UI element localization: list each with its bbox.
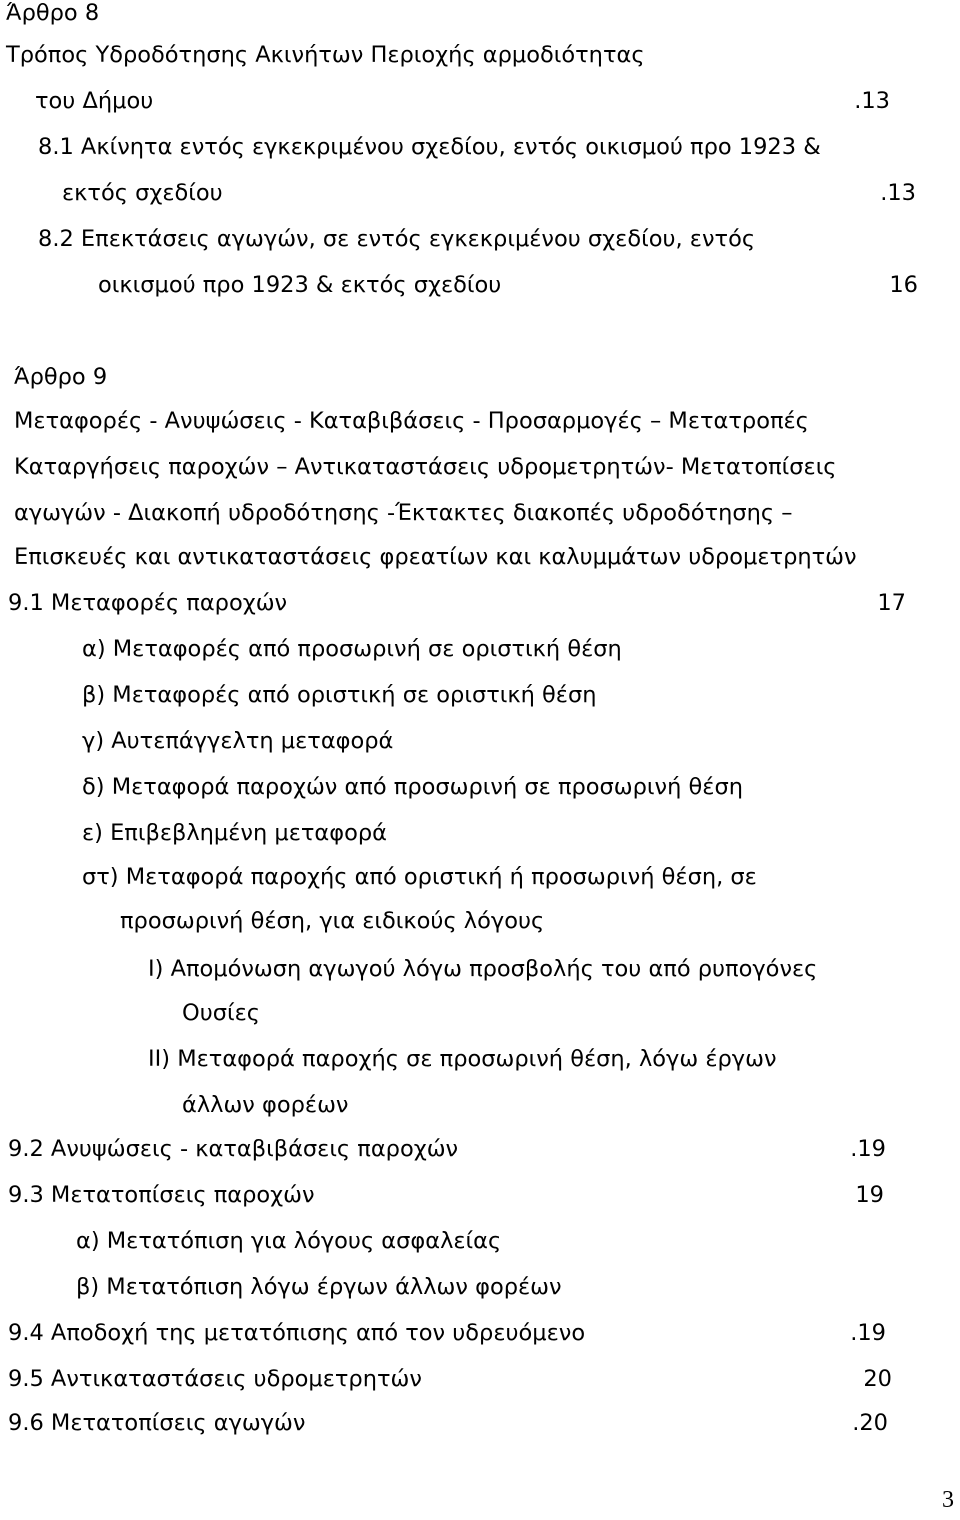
subitem-9-1-d: δ) Μεταφορά παροχών από προσωρινή σε προσωρινή θέση [82, 774, 743, 800]
toc-page-number: 19 [855, 1182, 884, 1208]
subitem-9-1-i-line1: Ι) Απομόνωση αγωγού λόγω προσβολής του από ρυπογόνες [148, 956, 818, 982]
toc-page-number: 17 [877, 590, 906, 616]
toc-label: 9.2 Ανυψώσεις - καταβιβάσεις παροχών [8, 1136, 459, 1162]
article9-title-line2: Καταργήσεις παροχών – Αντικαταστάσεις υδρομετρητών- Μετατοπίσεις [14, 454, 837, 480]
toc-label: 9.6 Μετατοπίσεις αγωγών [8, 1410, 306, 1436]
toc-entry-9-1[interactable] [8, 588, 906, 618]
page-number: 3 [942, 1487, 954, 1513]
section-8-1-line1: 8.1 Ακίνητα εντός εγκεκριμένου σχεδίου, εντός οικισμού προ 1923 & [38, 134, 821, 160]
article9-title-line3: αγωγών - Διακοπή υδροδότησης -Έκτακτες διακοπές υδροδότησης – [14, 500, 793, 526]
toc-entry-9-3[interactable] [8, 1180, 884, 1210]
toc-page-number: 20 [863, 1366, 892, 1392]
toc-page-number: .13 [880, 180, 916, 206]
toc-page-number: 16 [889, 272, 918, 298]
toc-entry-9-6[interactable] [8, 1408, 888, 1438]
toc-label: 9.5 Αντικαταστάσεις υδρομετρητών [8, 1366, 422, 1392]
toc-page-number: .20 [852, 1410, 888, 1436]
toc-label: 9.3 Μετατοπίσεις παροχών [8, 1182, 315, 1208]
subitem-9-3-a: α) Μετατόπιση για λόγους ασφαλείας [76, 1228, 502, 1254]
subitem-9-1-ii-line1: ΙΙ) Μεταφορά παροχής σε προσωρινή θέση, λόγω έργων [148, 1046, 777, 1072]
article8-heading: Άρθρο 8 [6, 0, 100, 26]
toc-label: εκτός σχεδίου [62, 180, 223, 206]
toc-label: 9.4 Αποδοχή της μετατόπισης από τον υδρευόμενο [8, 1320, 586, 1346]
article9-title-line4: Επισκευές και αντικαταστάσεις φρεατίων και καλυμμάτων υδρομετρητών [14, 544, 857, 570]
article8-title-line1: Τρόπος Υδροδότησης Ακινήτων Περιοχής αρμοδιότητας [6, 42, 645, 68]
subitem-9-3-b: β) Μετατόπιση λόγω έργων άλλων φορέων [76, 1274, 562, 1300]
toc-page-number: .19 [850, 1320, 886, 1346]
toc-entry-8-1[interactable] [62, 178, 916, 208]
toc-label: 9.1 Μεταφορές παροχών [8, 590, 288, 616]
toc-page-number: .19 [850, 1136, 886, 1162]
toc-entry-9-5[interactable] [8, 1364, 892, 1394]
toc-page-number: .13 [854, 88, 890, 114]
toc-label: του Δήμου [35, 88, 154, 114]
toc-label: οικισμού προ 1923 & εκτός σχεδίου [98, 272, 502, 298]
subitem-9-1-b: β) Μεταφορές από οριστική σε οριστική θέση [82, 682, 597, 708]
subitem-9-1-i-line2: Ουσίες [182, 1000, 260, 1026]
subitem-9-1-a: α) Μεταφορές από προσωρινή σε οριστική θέση [82, 636, 622, 662]
subitem-9-1-ii-line2: άλλων φορέων [182, 1092, 349, 1118]
subitem-9-1-st-line1: στ) Μεταφορά παροχής από οριστική ή προσωρινή θέση, σε [82, 864, 757, 890]
toc-entry-article8-title[interactable] [35, 86, 890, 116]
subitem-9-1-st-line2: προσωρινή θέση, για ειδικούς λόγους [120, 908, 545, 934]
toc-entry-9-2[interactable] [8, 1134, 886, 1164]
subitem-9-1-c: γ) Αυτεπάγγελτη μεταφορά [82, 728, 394, 754]
article9-heading: Άρθρο 9 [14, 364, 108, 390]
subitem-9-1-e: ε) Επιβεβλημένη μεταφορά [82, 820, 387, 846]
article9-title-line1: Μεταφορές - Ανυψώσεις - Καταβιβάσεις - Προσαρμογές – Μετατροπές [14, 408, 809, 434]
section-8-2-line1: 8.2 Επεκτάσεις αγωγών, σε εντός εγκεκριμένου σχεδίου, εντός [38, 226, 756, 252]
toc-entry-9-4[interactable] [8, 1318, 886, 1348]
toc-entry-8-2[interactable] [98, 270, 918, 300]
